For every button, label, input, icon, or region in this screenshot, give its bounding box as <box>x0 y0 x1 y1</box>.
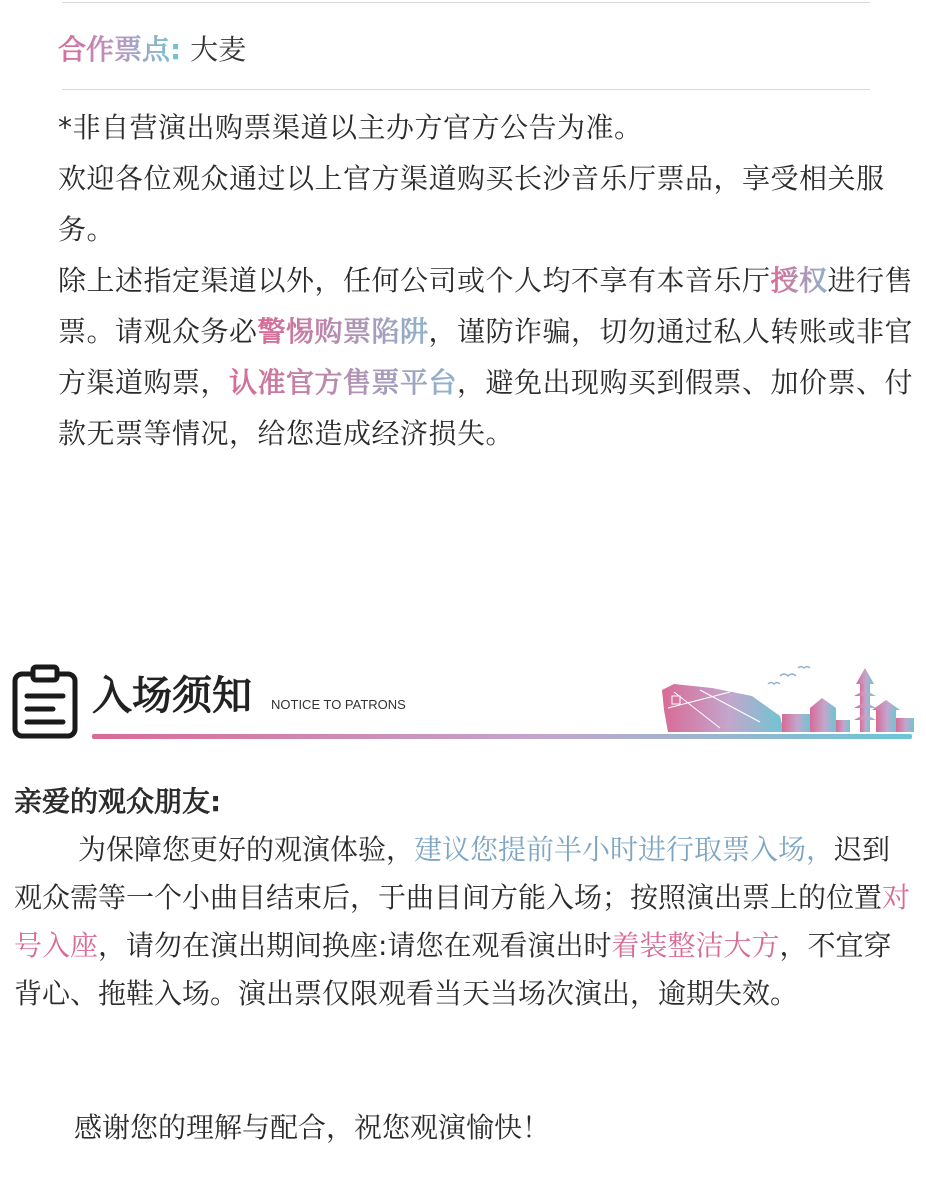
notice-body <box>14 826 918 1018</box>
thanks-text: 感谢您的理解与配合，祝您观演愉快！ <box>74 1111 551 1144</box>
warning-part-1: 除上述指定渠道以外，任何公司或个人均不享有本音乐厅 <box>58 264 771 297</box>
warning-text <box>58 255 920 459</box>
partner-value: 大麦 <box>190 33 247 66</box>
highlight-official-platform: 认准官方售票平台 <box>229 366 458 399</box>
welcome-text: 欢迎各位观众通过以上官方渠道购买长沙音乐厅票品，享受相关服务。 <box>58 162 885 246</box>
highlight-dress-code: 着装整洁大方 <box>611 929 780 962</box>
section-title: 入场须知 <box>92 673 252 719</box>
highlight-authorization: 授权 <box>770 264 828 297</box>
section-divider <box>92 734 912 739</box>
notice-part-1: 为保障您更好的观演体验， <box>78 833 415 866</box>
admission-notice <box>14 778 918 1018</box>
warning-part-2: 进行售票。请观众务必 <box>58 264 914 348</box>
notice-part-2: 迟到观众需等一个小曲目结束后，于曲目间方能入场；按照演出票上的位置 <box>14 833 891 914</box>
notice-part-4: ，不宜穿背心、拖鞋入场。演出票仅限观看当天当场次演出，逾期失效。 <box>14 929 892 1010</box>
partner-divider <box>62 89 870 90</box>
highlight-beware-traps: 警惕购票陷阱 <box>257 315 429 348</box>
highlight-assigned-seat: 对号入座 <box>14 881 911 962</box>
notice-part-3: ，请勿在演出期间换座:请您在观看演出时 <box>98 929 612 962</box>
section-subtitle: NOTICE TO PATRONS <box>271 697 406 712</box>
ticket-partner-row <box>58 28 246 72</box>
disclaimer-text: *非自营演出购票渠道以主办方官方公告为准。 <box>58 111 643 144</box>
partner-label: 合作票点: <box>58 33 182 66</box>
notice-greeting: 亲爱的观众朋友: <box>14 785 222 818</box>
clipboard-icon <box>12 664 78 740</box>
warning-part-4: ，避免出现购买到假票、加价票、付款无票等情况，给您造成经济损失。 <box>58 366 914 450</box>
top-divider <box>62 2 870 3</box>
purchase-notes <box>58 102 920 459</box>
warning-part-3: ，谨防诈骗，切勿通过私人转账或非官方渠道购票， <box>58 315 914 399</box>
city-skyline-icon <box>660 662 916 734</box>
highlight-arrive-early: 建议您提前半小时进行取票入场， <box>414 833 835 866</box>
